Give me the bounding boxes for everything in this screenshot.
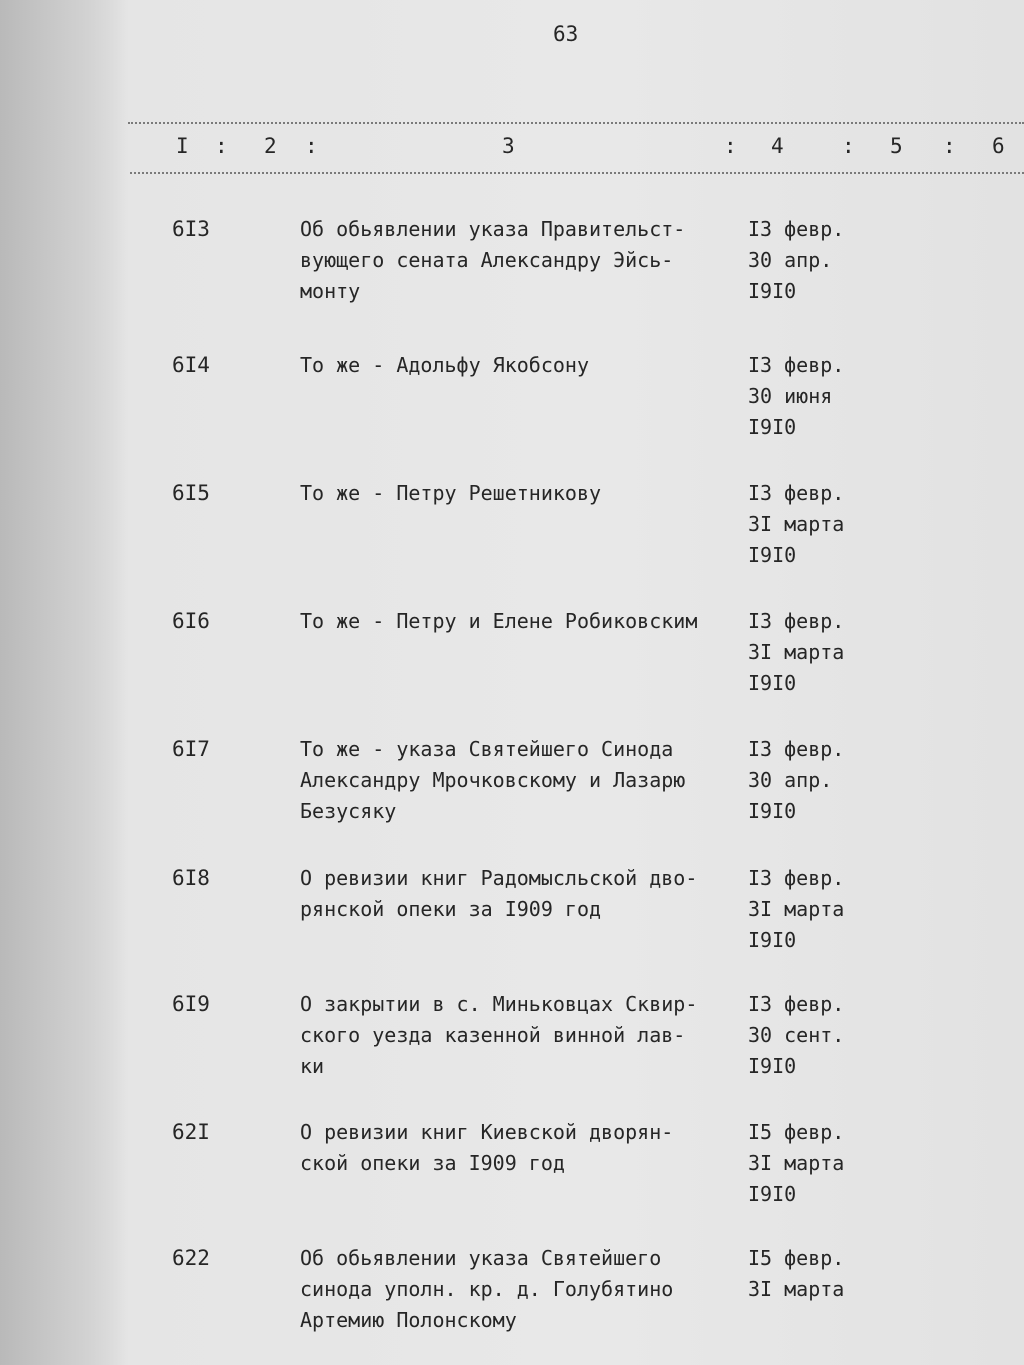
entry-dates: [748, 1117, 878, 1210]
entry-title-line: ского уезда казенной винной лав-: [300, 1023, 686, 1047]
entry-date-line: I5 февр.: [748, 1246, 845, 1270]
column-header-3: 3: [502, 134, 515, 158]
entry-date-line: I3 февр.: [748, 737, 845, 761]
entry-title-line: О закрытии в с. Миньковцах Сквир-: [300, 992, 698, 1016]
entry-title-line: ской опеки за I909 год: [300, 1151, 565, 1175]
entry-title-line: Об обьявлении указа Правительст-: [300, 217, 686, 241]
entry-date-line: 3I марта: [748, 512, 845, 536]
entry-title: [300, 1243, 740, 1336]
entry-date-line: 3I марта: [748, 640, 845, 664]
entry-number: 6I6: [172, 609, 210, 633]
entry-title-line: вующего сената Александру Эйсь-: [300, 248, 674, 272]
entry-title-line: То же - указа Святейшего Синода: [300, 737, 674, 761]
entry-title-line: рянской опеки за I909 год: [300, 897, 602, 921]
entry-title-line: синода уполн. кр. д. Голубятино: [300, 1277, 674, 1301]
entry-title-line: монту: [300, 279, 361, 303]
entry-date-line: I3 февр.: [748, 609, 845, 633]
entry-title: [300, 214, 740, 307]
entry-date-line: 30 апр.: [748, 768, 833, 792]
entry-date-line: 30 апр.: [748, 248, 833, 272]
entry-date-line: 3I марта: [748, 897, 845, 921]
entry-dates: [748, 1243, 878, 1305]
entry-title: [300, 734, 740, 827]
entry-dates: [748, 734, 878, 827]
entry-title: [300, 350, 740, 381]
entry-dates: [748, 989, 878, 1082]
column-header-separator: :: [724, 134, 737, 158]
entry-date-line: I9I0: [748, 1054, 797, 1078]
binding-shadow: [0, 0, 128, 1365]
entry-date-line: 3I марта: [748, 1277, 845, 1301]
entry-title-line: Артемию Полонскому: [300, 1308, 517, 1332]
entry-date-line: 30 июня: [748, 384, 833, 408]
entry-date-line: 3I марта: [748, 1151, 845, 1175]
header-rule-top: [128, 122, 1024, 124]
entry-number: 6I9: [172, 992, 210, 1016]
entry-dates: [748, 350, 878, 443]
column-header-separator: :: [842, 134, 855, 158]
entry-title-line: То же - Петру Решетникову: [300, 481, 602, 505]
entry-title-line: Безусяку: [300, 799, 397, 823]
entry-title: [300, 1117, 740, 1179]
entry-title: [300, 478, 740, 509]
entry-title-line: То же - Адольфу Якобсону: [300, 353, 589, 377]
entry-number: 6I5: [172, 481, 210, 505]
entry-date-line: I3 февр.: [748, 481, 845, 505]
entry-title-line: ки: [300, 1054, 325, 1078]
column-header-separator: :: [943, 134, 956, 158]
entry-dates: [748, 214, 878, 307]
entry-date-line: 30 сент.: [748, 1023, 845, 1047]
column-header-6: 6: [992, 134, 1005, 158]
entry-date-line: I9I0: [748, 928, 797, 952]
entry-date-line: I3 февр.: [748, 217, 845, 241]
entry-dates: [748, 478, 878, 571]
entry-date-line: I5 февр.: [748, 1120, 845, 1144]
entry-number: 6I3: [172, 217, 210, 241]
page-number: 63: [553, 22, 579, 46]
entry-title-line: О ревизии книг Киевской дворян-: [300, 1120, 674, 1144]
entry-number: 6I8: [172, 866, 210, 890]
entry-date-line: I9I0: [748, 415, 797, 439]
column-header-4: 4: [771, 134, 784, 158]
column-header-5: 5: [890, 134, 903, 158]
entry-title-line: Александру Мрочковскому и Лазарю: [300, 768, 686, 792]
entry-date-line: I3 февр.: [748, 353, 845, 377]
column-header-1: I: [176, 134, 189, 158]
entry-dates: [748, 863, 878, 956]
entry-number: 6I4: [172, 353, 210, 377]
column-header-separator: :: [215, 134, 228, 158]
entry-title: [300, 863, 740, 925]
entry-title: [300, 606, 740, 637]
entry-dates: [748, 606, 878, 699]
column-header-2: 2: [264, 134, 277, 158]
entry-title: [300, 989, 740, 1082]
entry-date-line: I9I0: [748, 1182, 797, 1206]
header-rule-bottom: [130, 172, 1024, 174]
entry-number: 622: [172, 1246, 210, 1270]
entry-date-line: I9I0: [748, 799, 797, 823]
entry-date-line: I9I0: [748, 279, 797, 303]
entry-number: 6I7: [172, 737, 210, 761]
entry-date-line: I3 февр.: [748, 866, 845, 890]
entry-title-line: То же - Петру и Елене Робиковским: [300, 609, 698, 633]
entry-title-line: Об обьявлении указа Святейшего: [300, 1246, 662, 1270]
entry-title-line: О ревизии книг Радомысльской дво-: [300, 866, 698, 890]
entry-number: 62I: [172, 1120, 210, 1144]
entry-date-line: I3 февр.: [748, 992, 845, 1016]
entry-date-line: I9I0: [748, 671, 797, 695]
column-header-separator: :: [305, 134, 318, 158]
entry-date-line: I9I0: [748, 543, 797, 567]
